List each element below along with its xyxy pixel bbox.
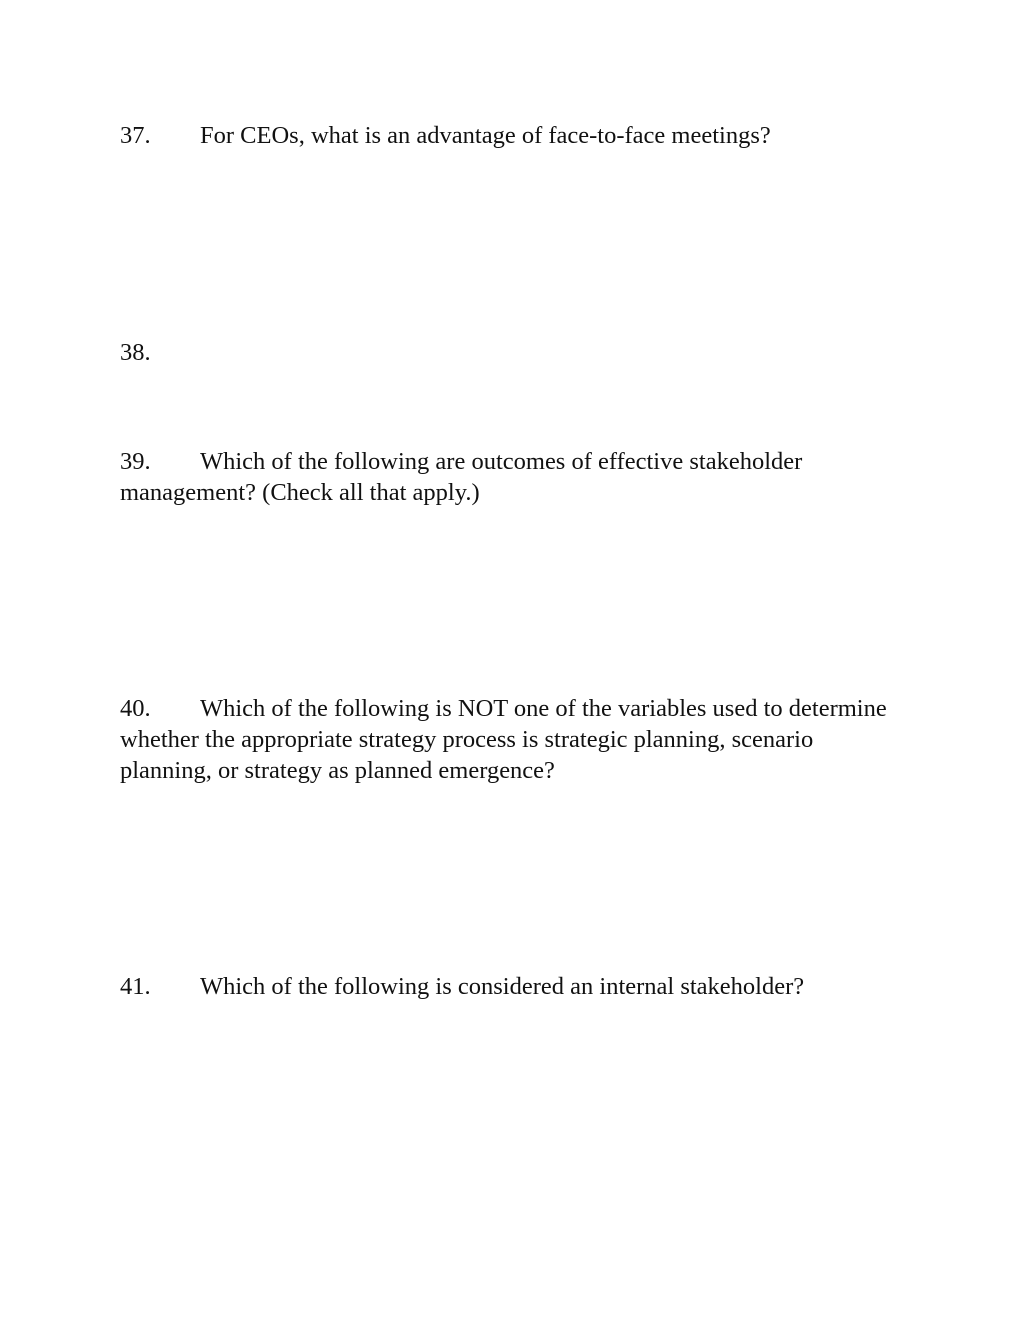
question-38 <box>120 337 910 368</box>
question-text: Which of the following are outcomes of effective stakeholder management? (Check all that apply.) <box>120 448 803 506</box>
question-41 <box>120 971 910 1002</box>
question-number: 39. <box>120 448 151 475</box>
question-number: 40. <box>120 695 151 722</box>
question-number: 38. <box>120 339 151 366</box>
question-text: Which of the following is considered an internal stakeholder? <box>200 973 805 1000</box>
question-39 <box>120 446 910 508</box>
question-text: For CEOs, what is an advantage of face-to-face meetings? <box>200 122 771 149</box>
question-40 <box>120 693 910 786</box>
question-number: 37. <box>120 122 151 149</box>
question-number: 41. <box>120 973 151 1000</box>
question-text: Which of the following is NOT one of the variables used to determine whether the appropriate strategy process is strategic planning, scenario planning, or strategy as planned emergence? <box>120 695 887 784</box>
question-37 <box>120 120 910 151</box>
